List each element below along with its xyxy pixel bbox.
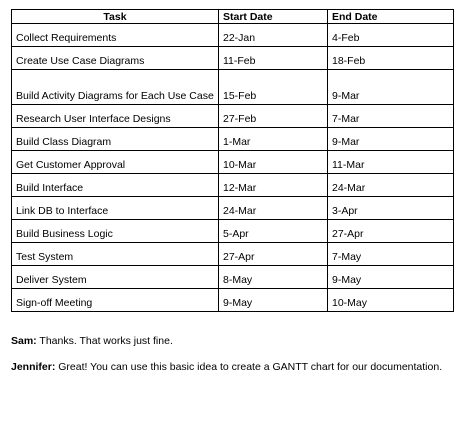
header-start-date: Start Date (219, 10, 328, 24)
table-header-row (12, 10, 454, 24)
table-row (12, 151, 454, 174)
table-row (12, 243, 454, 266)
table-row (12, 105, 454, 128)
header-task: Task (12, 10, 219, 24)
start-date-cell: 15-Feb (219, 70, 328, 105)
task-cell: Build Business Logic (12, 220, 219, 243)
task-cell: Create Use Case Diagrams (12, 47, 219, 70)
task-cell: Build Activity Diagrams for Each Use Case (12, 70, 219, 105)
dialogue-text: Thanks. That works just fine. (36, 335, 173, 347)
end-date-cell: 9-May (328, 266, 454, 289)
task-cell: Get Customer Approval (12, 151, 219, 174)
table-row (12, 47, 454, 70)
end-date-cell: 27-Apr (328, 220, 454, 243)
start-date-cell: 8-May (219, 266, 328, 289)
task-cell: Research User Interface Designs (12, 105, 219, 128)
clipped-text-fragment (180, 0, 340, 3)
task-cell: Link DB to Interface (12, 197, 219, 220)
end-date-cell: 3-Apr (328, 197, 454, 220)
end-date-cell: 18-Feb (328, 47, 454, 70)
task-cell: Build Interface (12, 174, 219, 197)
speaker-name: Jennifer: (11, 361, 56, 373)
end-date-cell: 11-Mar (328, 151, 454, 174)
start-date-cell: 11-Feb (219, 47, 328, 70)
start-date-cell: 27-Apr (219, 243, 328, 266)
dialogue-text: Great! You can use this basic idea to create a GANTT chart for our documentation. (55, 361, 443, 373)
dialogue-line-sam (11, 335, 173, 347)
table-row (12, 174, 454, 197)
start-date-cell: 22-Jan (219, 24, 328, 47)
table-row (12, 128, 454, 151)
end-date-cell: 7-May (328, 243, 454, 266)
start-date-cell: 9-May (219, 289, 328, 312)
end-date-cell: 9-Mar (328, 128, 454, 151)
speaker-name: Sam: (11, 335, 37, 347)
task-schedule-table (11, 9, 454, 312)
task-cell: Sign-off Meeting (12, 289, 219, 312)
end-date-cell: 4-Feb (328, 24, 454, 47)
end-date-cell: 10-May (328, 289, 454, 312)
start-date-cell: 27-Feb (219, 105, 328, 128)
table-row (12, 197, 454, 220)
end-date-cell: 7-Mar (328, 105, 454, 128)
end-date-cell: 9-Mar (328, 70, 454, 105)
header-end-date: End Date (328, 10, 454, 24)
task-cell: Build Class Diagram (12, 128, 219, 151)
task-cell: Deliver System (12, 266, 219, 289)
task-cell: Collect Requirements (12, 24, 219, 47)
start-date-cell: 5-Apr (219, 220, 328, 243)
start-date-cell: 10-Mar (219, 151, 328, 174)
start-date-cell: 12-Mar (219, 174, 328, 197)
table-row (12, 220, 454, 243)
table-row (12, 266, 454, 289)
dialogue-line-jennifer (11, 361, 442, 373)
task-cell: Test System (12, 243, 219, 266)
table-row (12, 289, 454, 312)
table-row (12, 24, 454, 47)
start-date-cell: 24-Mar (219, 197, 328, 220)
end-date-cell: 24-Mar (328, 174, 454, 197)
table-row (12, 70, 454, 105)
start-date-cell: 1-Mar (219, 128, 328, 151)
